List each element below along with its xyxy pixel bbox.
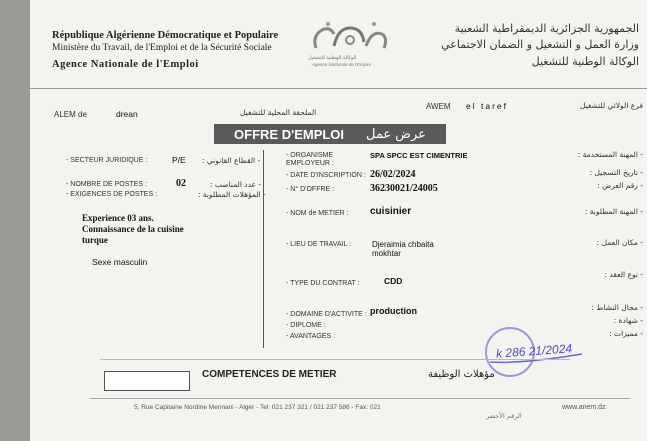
- employeur-label: EMPLOYEUR :: [286, 160, 334, 167]
- exigence-1: Experience 03 ans.: [82, 213, 154, 223]
- header-ar-line2: وزارة العمل و التشغيل و الضمان الاجتماعي: [441, 38, 639, 51]
- exigence-2: Connaissance de la cuisine: [82, 224, 184, 234]
- banner-title-fr: OFFRE D'EMPLOI: [234, 126, 345, 142]
- anem-logo-icon: [308, 18, 392, 56]
- footer-website: www.anem.dz: [562, 404, 606, 411]
- date-inscription-value: 26/02/2024: [370, 169, 416, 180]
- type-contrat-label: - TYPE DU CONTRAT :: [286, 280, 360, 287]
- alem-label: ALEM de: [54, 110, 87, 119]
- header-fr-line3: Agence Nationale de l'Emploi: [52, 59, 199, 70]
- anem-logo: [308, 18, 392, 68]
- exigences-label: - EXIGENCES DE POSTES :: [66, 191, 158, 198]
- logo-caption-ar: الوكالة الوطنية للتشغيل: [308, 55, 357, 61]
- nombre-postes-label: - NOMBRE DE POSTES :: [66, 181, 147, 188]
- secteur-juridique-label-ar: - القطاع القانوني :: [202, 156, 261, 165]
- header-divider: [30, 88, 647, 89]
- column-divider: [263, 150, 264, 348]
- nom-metier-label: - NOM de METIER :: [286, 210, 349, 217]
- header-ar-line3: الوكالة الوطنية للتشغيل: [531, 55, 639, 68]
- organisme-value: SPA SPCC EST CIMENTRIE: [370, 151, 468, 160]
- competences-title-ar: مؤهلات الوظيفة: [428, 369, 495, 380]
- lieu-travail-label: - LIEU DE TRAVAIL :: [286, 241, 352, 248]
- ar-lieu-label: - مكان العمل :: [596, 238, 643, 247]
- type-contrat-value: CDD: [384, 276, 403, 286]
- logo-caption-fr: Agence Nationale de l'Emploi: [312, 62, 371, 67]
- date-inscription-label: - DATE D'INSCRIPTION :: [286, 172, 366, 179]
- offre-emploi-banner: [214, 124, 446, 144]
- organisme-label: - ORGANISME: [286, 152, 334, 159]
- ar-metier-label: - المهنة المطلوبة :: [584, 207, 643, 216]
- stamp-handwriting: k 286 21/2024: [495, 341, 573, 361]
- competences-divider: [100, 359, 570, 360]
- left-page-edge: [0, 0, 30, 441]
- alem-value: drean: [116, 109, 138, 119]
- banner-title-ar: عرض عمل: [366, 126, 426, 142]
- domaine-activite-label: - DOMAINE D'ACTIVITE :: [286, 311, 367, 318]
- handwritten-stamp: [482, 312, 592, 380]
- header-ar-line1: الجمهورية الجزائرية الديمقراطية الشعبية: [454, 22, 639, 35]
- lieu-travail-value-1: Djeraimia chbaita: [372, 240, 434, 249]
- header-fr-line2: Ministère du Travail, de l'Emploi et de la Sécurité Sociale: [52, 43, 272, 53]
- exigence-3: turque: [82, 235, 108, 245]
- ar-domaine-label: - مجال النشاط :: [591, 303, 643, 312]
- awem-label: AWEM: [426, 102, 451, 111]
- ar-offre-label: - رقم العرض :: [597, 181, 643, 190]
- alem-label-ar: الملحقة المحلية للتشغيل: [240, 108, 317, 117]
- domaine-activite-value: production: [370, 306, 417, 316]
- avantages-label: - AVANTAGES :: [286, 333, 336, 340]
- competences-box: [104, 371, 190, 391]
- footer-postal-ar: الرقم الأخضر: [486, 412, 522, 420]
- awem-value: el taref: [466, 101, 508, 111]
- secteur-juridique-value: P/E: [172, 155, 186, 165]
- secteur-juridique-label: - SECTEUR JURIDIQUE :: [66, 157, 148, 164]
- competences-title-fr: COMPETENCES DE METIER: [202, 369, 337, 380]
- footer-divider: [90, 398, 630, 399]
- footer-address: 5, Rue Capitaine Nordine Mennani - Alger - Tel: 021 237 321 / 021 237 586 - Fax: 021: [134, 404, 381, 411]
- ar-diplome-label: - شهادة :: [613, 316, 643, 325]
- ar-profession-label: - المهنة المستخدمة :: [577, 150, 643, 159]
- numero-offre-value: 36230021/24005: [370, 183, 438, 194]
- ar-avantages-label: - مميزات :: [609, 329, 643, 338]
- diplome-label: - DIPLOME :: [286, 322, 326, 329]
- nombre-postes-label-ar: - عدد المناصب :: [210, 180, 262, 189]
- document-page: [30, 0, 647, 441]
- lieu-travail-value-2: mokhtar: [372, 249, 401, 258]
- nom-metier-value: cuisinier: [370, 206, 412, 217]
- ar-contrat-label: - نوع العقد :: [604, 270, 643, 279]
- nombre-postes-value: 02: [176, 178, 186, 189]
- exigence-sexe: Sexe masculin: [92, 257, 148, 267]
- awem-label-ar: فرع الولائي للتشغيل: [579, 101, 643, 110]
- exigences-label-ar: - المؤهلات المطلوبة :: [198, 190, 266, 199]
- numero-offre-label: - N° D'OFFRE :: [286, 186, 335, 193]
- header-fr-line1: République Algérienne Démocratique et Populaire: [52, 30, 279, 41]
- ar-date-label: - تاريخ التسجيل :: [589, 168, 643, 177]
